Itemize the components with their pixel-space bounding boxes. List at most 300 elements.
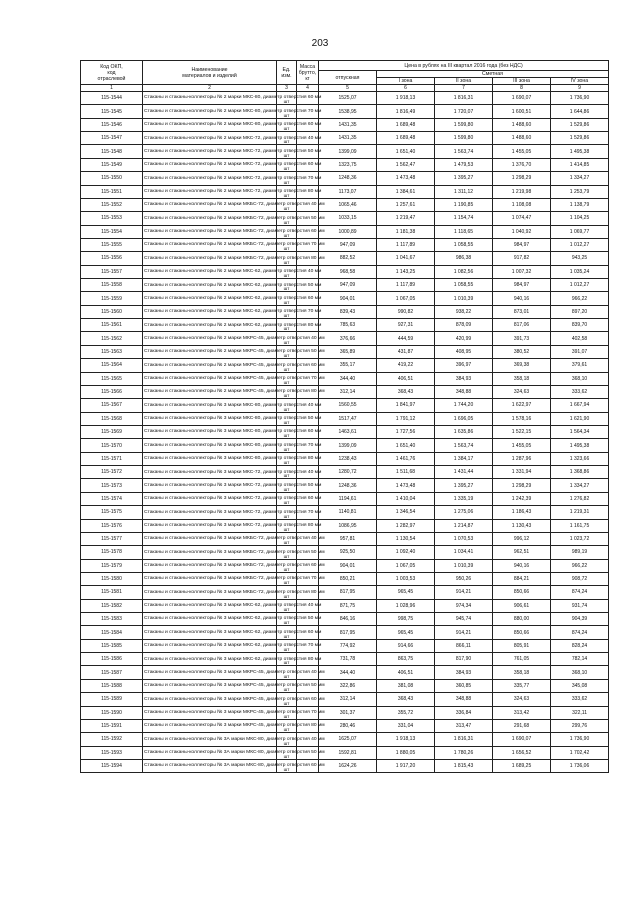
cell-zone-2-price: 1 118,65	[435, 225, 493, 238]
cell-zone-1-price: 1 791,12	[377, 412, 435, 425]
table-row	[81, 572, 609, 585]
cell-unit: шт	[277, 185, 297, 198]
table-row	[81, 132, 609, 145]
cell-release-price: 1463,61	[319, 425, 377, 438]
cell-zone-4-price: 1 736,90	[551, 733, 609, 746]
cell-unit: шт	[277, 198, 297, 211]
cell-zone-3-price: 962,51	[493, 546, 551, 559]
cell-zone-2-price: 396,97	[435, 359, 493, 372]
cell-release-price: 850,21	[319, 572, 377, 585]
cell-zone-4-price: 379,61	[551, 359, 609, 372]
cell-zone-4-price: 1 104,25	[551, 212, 609, 225]
cell-zone-4-price: 908,72	[551, 572, 609, 585]
cell-zone-2-price: 1 384,17	[435, 452, 493, 465]
cell-code: 115-1556	[81, 252, 143, 265]
cell-zone-4-price: 1 495,38	[551, 439, 609, 452]
cell-zone-4-price: 897,20	[551, 305, 609, 318]
cell-zone-1-price: 368,43	[377, 693, 435, 706]
cell-zone-4-price: 1 069,77	[551, 225, 609, 238]
cell-zone-4-price: 943,25	[551, 252, 609, 265]
cell-code: 115-1580	[81, 572, 143, 585]
cell-unit: шт	[277, 332, 297, 345]
cell-zone-4-price: 322,11	[551, 706, 609, 719]
cell-zone-4-price: 368,10	[551, 372, 609, 385]
cell-zone-1-price: 1 511,68	[377, 466, 435, 479]
cell-zone-3-price: 850,66	[493, 586, 551, 599]
cell-zone-2-price: 950,26	[435, 572, 493, 585]
cell-release-price: 925,50	[319, 546, 377, 559]
table-row	[81, 479, 609, 492]
cell-release-price: 312,14	[319, 385, 377, 398]
cell-zone-1-price: 1 346,54	[377, 506, 435, 519]
table-header	[81, 61, 609, 92]
cell-name: Стаканы и стаканы-коллекторы № 3 марки МКС-80, диаметр отверстия 70 мм	[143, 439, 277, 452]
cell-release-price: 957,81	[319, 532, 377, 545]
table-row	[81, 292, 609, 305]
cell-name: Стаканы и стаканы-коллекторы № 2 марки МКС-62, диаметр отверстия 60 мм	[143, 292, 277, 305]
cell-zone-2-price: 313,47	[435, 719, 493, 732]
cell-release-price: 312,14	[319, 693, 377, 706]
cell-unit: шт	[277, 693, 297, 706]
cell-code: 115-1565	[81, 372, 143, 385]
cell-zone-4-price: 1 702,42	[551, 746, 609, 759]
table-row	[81, 279, 609, 292]
cell-release-price: 280,46	[319, 719, 377, 732]
cell-zone-2-price: 1 815,43	[435, 759, 493, 772]
cell-code: 115-1587	[81, 666, 143, 679]
cell-unit: шт	[277, 719, 297, 732]
cell-zone-3-price: 984,97	[493, 238, 551, 251]
cell-release-price: 1323,75	[319, 158, 377, 171]
cell-name: Стаканы и стаканы-коллекторы № 3 марки МКС-80, диаметр отверстия 80 мм	[143, 452, 277, 465]
cell-name: Стаканы и стаканы-коллекторы № 2 марки МКРС-45, диаметр отверстия 60 мм	[143, 359, 277, 372]
cell-unit: шт	[277, 158, 297, 171]
cell-code: 115-1564	[81, 359, 143, 372]
cell-unit: шт	[277, 479, 297, 492]
header-zone-1: I зона	[377, 78, 435, 85]
cell-zone-4-price: 1 529,86	[551, 132, 609, 145]
cell-zone-2-price: 1 275,06	[435, 506, 493, 519]
cell-zone-2-price: 974,34	[435, 599, 493, 612]
cell-zone-2-price: 1 190,85	[435, 198, 493, 211]
cell-name: Стаканы и стаканы-коллекторы № 3 марки МКС-80, диаметр отверстия 40 мм	[143, 399, 277, 412]
cell-name: Стаканы и стаканы-коллекторы № 3 марки МКБС-72, диаметр отверстия 40 мм	[143, 532, 277, 545]
cell-release-price: 1194,61	[319, 492, 377, 505]
cell-code: 115-1592	[81, 733, 143, 746]
cell-zone-3-price: 805,91	[493, 639, 551, 652]
cell-zone-3-price: 873,01	[493, 305, 551, 318]
cell-unit: шт	[277, 706, 297, 719]
cell-zone-3-price: 1 455,05	[493, 145, 551, 158]
table-row	[81, 198, 609, 211]
col-number: 2	[143, 85, 277, 92]
cell-unit: шт	[277, 132, 297, 145]
cell-zone-1-price: 406,51	[377, 372, 435, 385]
cell-code: 115-1570	[81, 439, 143, 452]
cell-zone-4-price: 1 323,66	[551, 452, 609, 465]
cell-zone-2-price: 945,74	[435, 613, 493, 626]
cell-code: 115-1594	[81, 759, 143, 772]
cell-unit: шт	[277, 225, 297, 238]
cell-release-price: 846,16	[319, 613, 377, 626]
cell-release-price: 344,40	[319, 372, 377, 385]
cell-zone-1-price: 1 282,97	[377, 519, 435, 532]
cell-code: 115-1583	[81, 613, 143, 626]
cell-unit: шт	[277, 345, 297, 358]
table-row	[81, 252, 609, 265]
cell-code: 115-1581	[81, 586, 143, 599]
cell-code: 115-1573	[81, 479, 143, 492]
cell-zone-2-price: 1 479,53	[435, 158, 493, 171]
cell-code: 115-1579	[81, 559, 143, 572]
cell-name: Стаканы и стаканы-коллекторы № 3 марки МКС-80, диаметр отверстия 60 мм	[143, 425, 277, 438]
cell-zone-3-price: 1 689,25	[493, 759, 551, 772]
cell-release-price: 322,86	[319, 679, 377, 692]
cell-release-price: 344,40	[319, 666, 377, 679]
cell-zone-1-price: 1 473,48	[377, 479, 435, 492]
cell-release-price: 376,66	[319, 332, 377, 345]
cell-zone-4-price: 1 035,24	[551, 265, 609, 278]
table-row	[81, 372, 609, 385]
cell-name: Стаканы и стаканы-коллекторы № 3 марки МКРС-45, диаметр отверстия 40 мм	[143, 666, 277, 679]
cell-code: 115-1572	[81, 466, 143, 479]
cell-unit: шт	[277, 626, 297, 639]
cell-zone-1-price: 1 816,49	[377, 105, 435, 118]
cell-unit: шт	[277, 145, 297, 158]
cell-unit: шт	[277, 118, 297, 131]
table-row	[81, 92, 609, 105]
cell-release-price: 1248,36	[319, 479, 377, 492]
cell-zone-1-price: 381,08	[377, 679, 435, 692]
cell-zone-2-price: 1 816,31	[435, 92, 493, 105]
cell-zone-1-price: 990,82	[377, 305, 435, 318]
cell-release-price: 1000,89	[319, 225, 377, 238]
cell-unit: шт	[277, 532, 297, 545]
header-name: Наименование материалов и изделий	[143, 61, 277, 85]
table-row	[81, 212, 609, 225]
cell-zone-3-price: 380,52	[493, 345, 551, 358]
table-row	[81, 158, 609, 171]
cell-zone-2-price: 1 154,74	[435, 212, 493, 225]
cell-release-price: 1086,95	[319, 519, 377, 532]
cell-unit: шт	[277, 679, 297, 692]
cell-name: Стаканы и стаканы-коллекторы № 2 марки МКС-72, диаметр отверстия 70 мм	[143, 172, 277, 185]
cell-zone-3-price: 761,05	[493, 653, 551, 666]
cell-code: 115-1593	[81, 746, 143, 759]
cell-zone-4-price: 904,39	[551, 613, 609, 626]
header-zone-3: III зона	[493, 78, 551, 85]
table-row	[81, 492, 609, 505]
cell-release-price: 1538,95	[319, 105, 377, 118]
cell-zone-3-price: 1 007,32	[493, 265, 551, 278]
cell-name: Стаканы и стаканы-коллекторы № 2 марки МКБС-72, диаметр отверстия 50 мм	[143, 212, 277, 225]
cell-zone-3-price: 391,73	[493, 332, 551, 345]
cell-name: Стаканы и стаканы-коллекторы № 2 марки МКБС-72, диаметр отверстия 40 мм	[143, 198, 277, 211]
cell-zone-1-price: 998,75	[377, 613, 435, 626]
col-number: 6	[377, 85, 435, 92]
table-row	[81, 746, 609, 759]
cell-code: 115-1549	[81, 158, 143, 171]
cell-release-price: 785,63	[319, 319, 377, 332]
cell-code: 115-1562	[81, 332, 143, 345]
cell-zone-4-price: 391,07	[551, 345, 609, 358]
cell-name: Стаканы и стаканы-коллекторы № 3 марки МКС-62, диаметр отверстия 50 мм	[143, 613, 277, 626]
cell-code: 115-1548	[81, 145, 143, 158]
cell-release-price: 871,75	[319, 599, 377, 612]
cell-zone-3-price: 1 130,43	[493, 519, 551, 532]
cell-code: 115-1551	[81, 185, 143, 198]
table-row	[81, 759, 609, 772]
cell-zone-3-price: 984,97	[493, 279, 551, 292]
cell-zone-1-price: 368,43	[377, 385, 435, 398]
cell-name: Стаканы и стаканы-коллекторы № 3 марки МКС-72, диаметр отверстия 60 мм	[143, 492, 277, 505]
cell-zone-1-price: 1 041,67	[377, 252, 435, 265]
cell-zone-4-price: 1 736,90	[551, 92, 609, 105]
cell-zone-3-price: 880,00	[493, 613, 551, 626]
cell-zone-4-price: 828,24	[551, 639, 609, 652]
cell-zone-2-price: 1 395,27	[435, 172, 493, 185]
cell-release-price: 1625,07	[319, 733, 377, 746]
cell-zone-4-price: 368,10	[551, 666, 609, 679]
cell-zone-3-price: 917,82	[493, 252, 551, 265]
cell-name: Стаканы и стаканы-коллекторы № 3 марки МКРС-45, диаметр отверстия 80 мм	[143, 719, 277, 732]
cell-release-price: 968,58	[319, 265, 377, 278]
cell-unit: шт	[277, 599, 297, 612]
cell-zone-2-price: 1 311,12	[435, 185, 493, 198]
cell-zone-2-price: 1 563,74	[435, 145, 493, 158]
cell-zone-4-price: 874,24	[551, 586, 609, 599]
cell-name: Стаканы и стаканы-коллекторы № 3 марки МКРС-45, диаметр отверстия 50 мм	[143, 679, 277, 692]
cell-code: 115-1545	[81, 105, 143, 118]
cell-release-price: 1592,81	[319, 746, 377, 759]
cell-code: 115-1567	[81, 399, 143, 412]
cell-unit: шт	[277, 359, 297, 372]
cell-code: 115-1586	[81, 653, 143, 666]
cell-unit: шт	[277, 653, 297, 666]
cell-code: 115-1563	[81, 345, 143, 358]
cell-unit: шт	[277, 92, 297, 105]
cell-zone-3-price: 1 287,96	[493, 452, 551, 465]
cell-zone-1-price: 1 917,20	[377, 759, 435, 772]
cell-name: Стаканы и стаканы-коллекторы № 2 марки МКС-80, диаметр отверстия 70 мм	[143, 105, 277, 118]
cell-zone-4-price: 1 621,90	[551, 412, 609, 425]
cell-zone-4-price: 1 012,27	[551, 279, 609, 292]
cell-zone-2-price: 1 058,55	[435, 279, 493, 292]
table-row	[81, 586, 609, 599]
cell-release-price: 1431,35	[319, 118, 377, 131]
cell-release-price: 1280,72	[319, 466, 377, 479]
table-row	[81, 172, 609, 185]
cell-release-price: 1248,36	[319, 172, 377, 185]
cell-unit: шт	[277, 546, 297, 559]
cell-zone-2-price: 384,93	[435, 666, 493, 679]
col-number: 3	[277, 85, 297, 92]
cell-zone-3-price: 1 376,70	[493, 158, 551, 171]
cell-zone-3-price: 1 522,15	[493, 425, 551, 438]
cell-code: 115-1578	[81, 546, 143, 559]
cell-unit: шт	[277, 212, 297, 225]
cell-zone-2-price: 360,85	[435, 679, 493, 692]
cell-release-price: 301,37	[319, 706, 377, 719]
cell-zone-1-price: 1 880,05	[377, 746, 435, 759]
table-row	[81, 559, 609, 572]
cell-name: Стаканы и стаканы-коллекторы № 2 марки МКРС-45, диаметр отверстия 40 мм	[143, 332, 277, 345]
table-row	[81, 706, 609, 719]
cell-name: Стаканы и стаканы-коллекторы № 2 марки МКРС-45, диаметр отверстия 50 мм	[143, 345, 277, 358]
table-row	[81, 666, 609, 679]
table-row	[81, 118, 609, 131]
cell-zone-1-price: 1 067,05	[377, 292, 435, 305]
cell-unit: шт	[277, 172, 297, 185]
cell-release-price: 1140,81	[319, 506, 377, 519]
cell-zone-4-price: 1 414,85	[551, 158, 609, 171]
cell-unit: шт	[277, 613, 297, 626]
cell-unit: шт	[277, 572, 297, 585]
cell-zone-4-price: 1 161,75	[551, 519, 609, 532]
table-row	[81, 613, 609, 626]
cell-zone-2-price: 1 599,80	[435, 118, 493, 131]
cell-release-price: 1399,09	[319, 439, 377, 452]
cell-zone-3-price: 1 074,47	[493, 212, 551, 225]
cell-zone-2-price: 1 034,41	[435, 546, 493, 559]
table-row	[81, 305, 609, 318]
cell-zone-2-price: 1 070,53	[435, 532, 493, 545]
cell-zone-1-price: 1 130,54	[377, 532, 435, 545]
cell-zone-4-price: 1 334,27	[551, 479, 609, 492]
cell-zone-2-price: 866,11	[435, 639, 493, 652]
cell-release-price: 1065,46	[319, 198, 377, 211]
cell-unit: шт	[277, 238, 297, 251]
cell-name: Стаканы и стаканы-коллекторы № 3 марки МКБС-72, диаметр отверстия 50 мм	[143, 546, 277, 559]
cell-zone-2-price: 408,95	[435, 345, 493, 358]
table-row	[81, 265, 609, 278]
cell-zone-1-price: 1 092,40	[377, 546, 435, 559]
cell-zone-1-price: 1 918,13	[377, 92, 435, 105]
cell-unit: шт	[277, 385, 297, 398]
cell-zone-3-price: 1 455,05	[493, 439, 551, 452]
cell-zone-2-price: 1 214,87	[435, 519, 493, 532]
cell-release-price: 839,43	[319, 305, 377, 318]
cell-zone-4-price: 1 219,31	[551, 506, 609, 519]
cell-name: Стаканы и стаканы-коллекторы № 3 марки МКБС-72, диаметр отверстия 70 мм	[143, 572, 277, 585]
cell-unit: шт	[277, 372, 297, 385]
cell-name: Стаканы и стаканы-коллекторы № 2 марки МКС-72, диаметр отверстия 60 мм	[143, 158, 277, 171]
page-number: 203	[311, 38, 329, 49]
cell-release-price: 774,92	[319, 639, 377, 652]
table-row	[81, 693, 609, 706]
cell-name: Стаканы и стаканы-коллекторы № 3 марки МКС-80, диаметр отверстия 50 мм	[143, 412, 277, 425]
cell-unit: шт	[277, 492, 297, 505]
cell-zone-3-price: 1 108,08	[493, 198, 551, 211]
cell-code: 115-1544	[81, 92, 143, 105]
cell-unit: шт	[277, 466, 297, 479]
cell-zone-2-price: 348,88	[435, 693, 493, 706]
cell-zone-3-price: 940,16	[493, 292, 551, 305]
cell-zone-4-price: 1 495,38	[551, 145, 609, 158]
cell-code: 115-1576	[81, 519, 143, 532]
cell-zone-2-price: 348,88	[435, 385, 493, 398]
table-row	[81, 225, 609, 238]
cell-zone-3-price: 996,12	[493, 532, 551, 545]
cell-zone-3-price: 358,18	[493, 666, 551, 679]
table-row	[81, 733, 609, 746]
cell-unit: шт	[277, 746, 297, 759]
cell-name: Стаканы и стаканы-коллекторы № 3 марки МКБС-72, диаметр отверстия 80 мм	[143, 586, 277, 599]
cell-zone-4-price: 1 564,34	[551, 425, 609, 438]
cell-name: Стаканы и стаканы-коллекторы № 2 марки МКС-62, диаметр отверстия 50 мм	[143, 279, 277, 292]
table-row	[81, 238, 609, 251]
cell-zone-4-price: 1 368,86	[551, 466, 609, 479]
cell-zone-4-price: 839,70	[551, 319, 609, 332]
cell-release-price: 365,89	[319, 345, 377, 358]
cell-zone-3-price: 324,63	[493, 385, 551, 398]
cell-zone-2-price: 914,21	[435, 626, 493, 639]
cell-zone-4-price: 345,08	[551, 679, 609, 692]
cell-name: Стаканы и стаканы-коллекторы № 2 марки МКС-62, диаметр отверстия 80 мм	[143, 319, 277, 332]
header-release-price: отпускная	[319, 71, 377, 85]
cell-name: Стаканы и стаканы-коллекторы № 2 марки МКБС-72, диаметр отверстия 70 мм	[143, 238, 277, 251]
cell-release-price: 355,17	[319, 359, 377, 372]
cell-zone-1-price: 431,87	[377, 345, 435, 358]
cell-zone-3-price: 850,66	[493, 626, 551, 639]
cell-zone-3-price: 369,38	[493, 359, 551, 372]
table-row	[81, 639, 609, 652]
header-estimate-price: Сметная	[377, 71, 609, 78]
cell-zone-2-price: 1 395,27	[435, 479, 493, 492]
table-row	[81, 519, 609, 532]
cell-release-price: 947,09	[319, 279, 377, 292]
cell-code: 115-1568	[81, 412, 143, 425]
cell-name: Стаканы и стаканы-коллекторы № 3А марки МКС-80, диаметр отверстия 60 мм	[143, 759, 277, 772]
table-row	[81, 412, 609, 425]
cell-zone-1-price: 1 117,89	[377, 238, 435, 251]
cell-zone-2-price: 1 010,39	[435, 559, 493, 572]
cell-zone-1-price: 1 841,97	[377, 399, 435, 412]
cell-code: 115-1547	[81, 132, 143, 145]
cell-zone-2-price: 878,09	[435, 319, 493, 332]
table-row	[81, 439, 609, 452]
cell-zone-3-price: 324,63	[493, 693, 551, 706]
cell-zone-1-price: 1 003,53	[377, 572, 435, 585]
cell-zone-1-price: 1 473,48	[377, 172, 435, 185]
cell-zone-4-price: 1 138,79	[551, 198, 609, 211]
cell-zone-2-price: 986,38	[435, 252, 493, 265]
cell-zone-2-price: 817,90	[435, 653, 493, 666]
cell-zone-4-price: 989,19	[551, 546, 609, 559]
cell-name: Стаканы и стаканы-коллекторы № 2 марки МКБС-72, диаметр отверстия 60 мм	[143, 225, 277, 238]
cell-zone-2-price: 1 563,74	[435, 439, 493, 452]
cell-zone-4-price: 1 644,86	[551, 105, 609, 118]
cell-name: Стаканы и стаканы-коллекторы № 3А марки МКС-80, диаметр отверстия 40 мм	[143, 733, 277, 746]
cell-code: 115-1585	[81, 639, 143, 652]
cell-unit: шт	[277, 452, 297, 465]
cell-unit: шт	[277, 412, 297, 425]
cell-release-price: 817,95	[319, 586, 377, 599]
cell-zone-4-price: 874,24	[551, 626, 609, 639]
cell-zone-3-price: 1 656,52	[493, 746, 551, 759]
header-price-group: Цена в рублях на III квартал 2016 года (без НДС)	[319, 61, 609, 71]
cell-zone-3-price: 1 600,51	[493, 105, 551, 118]
cell-unit: шт	[277, 519, 297, 532]
cell-release-price: 904,01	[319, 559, 377, 572]
table-body	[81, 92, 609, 773]
cell-zone-4-price: 402,58	[551, 332, 609, 345]
cell-name: Стаканы и стаканы-коллекторы № 3 марки МКРС-45, диаметр отверстия 70 мм	[143, 706, 277, 719]
cell-release-price: 1238,43	[319, 452, 377, 465]
cell-unit: шт	[277, 265, 297, 278]
cell-zone-1-price: 1 028,96	[377, 599, 435, 612]
cell-unit: шт	[277, 252, 297, 265]
